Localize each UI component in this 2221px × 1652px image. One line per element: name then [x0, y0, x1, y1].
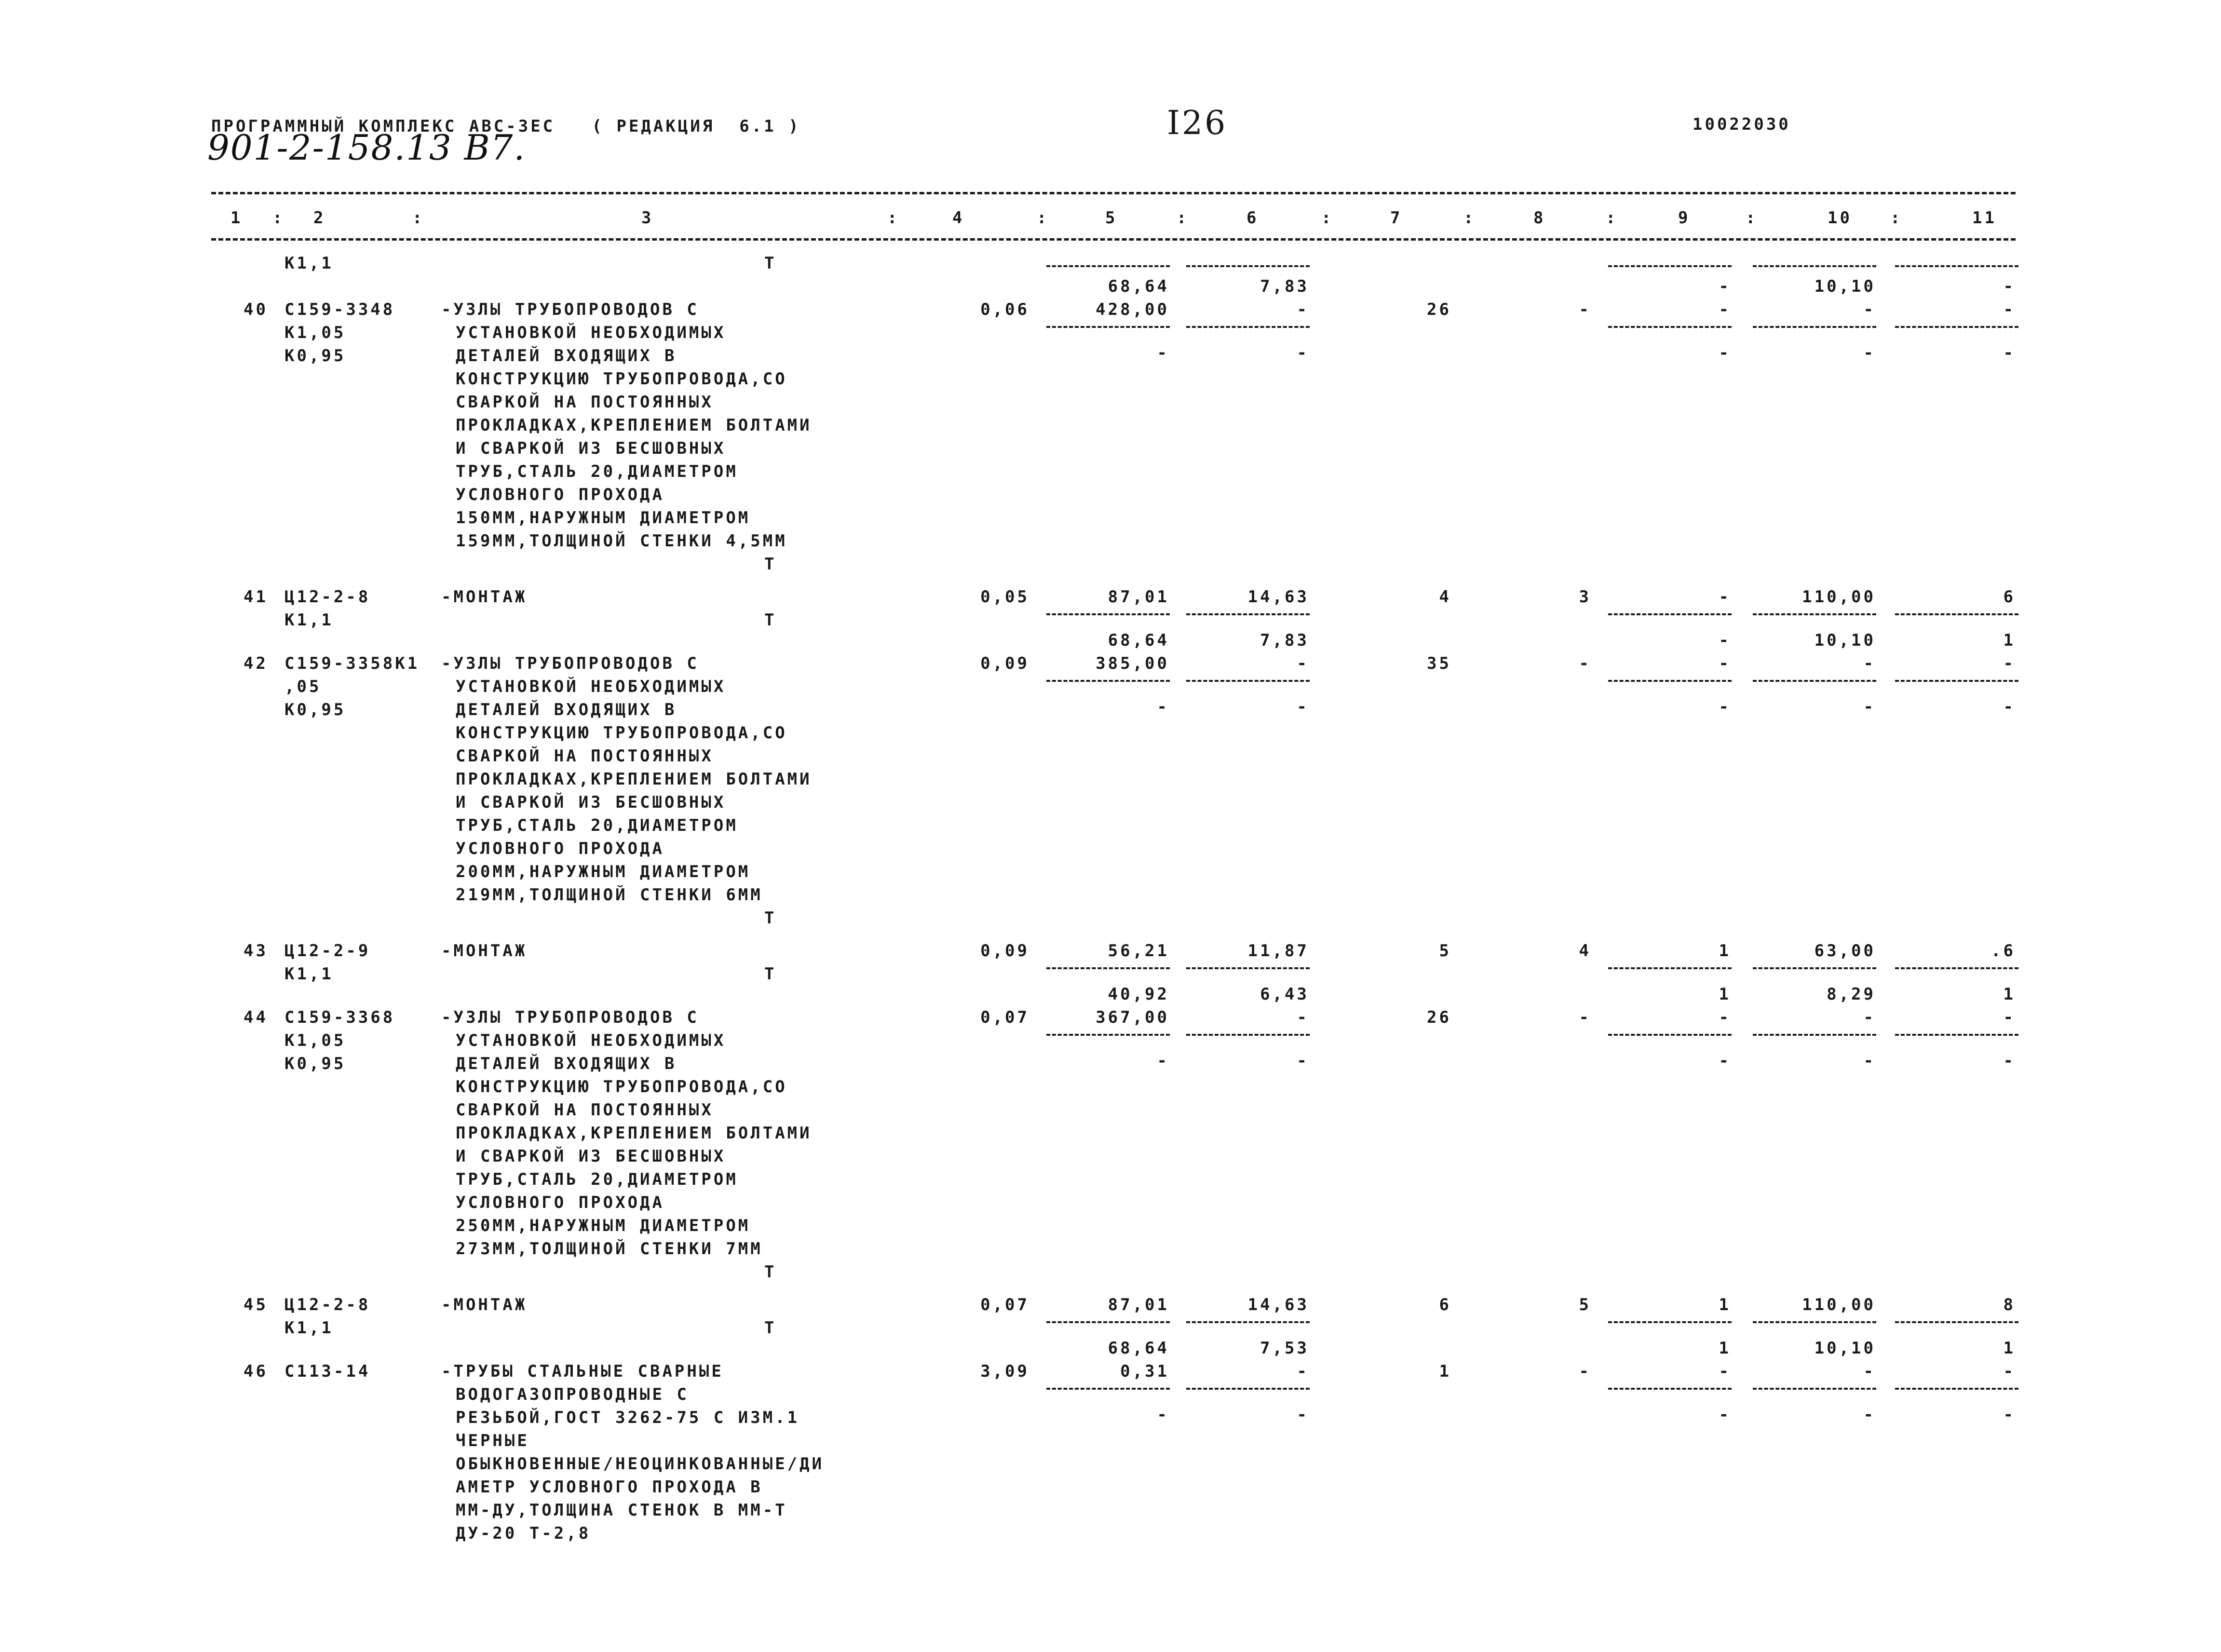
row-coefficient: К0,95: [284, 346, 346, 366]
description-line: 200ММ,НАРУЖНЫМ ДИАМЕТРОМ: [456, 862, 751, 881]
row-coefficient: К1,05: [284, 323, 346, 342]
value-b11: 1: [2003, 985, 2016, 1004]
subtotal-rule-c11: [1895, 1388, 2018, 1390]
page-number: I26: [1167, 104, 1228, 142]
value-b10: 8,29: [1827, 985, 1876, 1004]
subtotal-rule-c9: [1608, 1321, 1732, 1323]
value-c8: -: [1579, 1008, 1591, 1027]
description-line: 273ММ,ТОЛЩИНОЙ СТЕНКИ 7ММ: [456, 1239, 763, 1259]
value-c11: -: [2003, 654, 2016, 673]
row-unit: Т: [764, 1262, 777, 1282]
value-c5: 87,01: [1108, 587, 1169, 607]
value-b9: -: [1719, 631, 1731, 650]
value-c4: 0,07: [980, 1295, 1029, 1314]
header-top-rule: [211, 192, 2016, 194]
value-c7: 1: [1439, 1362, 1451, 1381]
description-line: 250ММ,НАРУЖНЫМ ДИАМЕТРОМ: [456, 1216, 751, 1235]
row-code: С159-3348: [284, 300, 395, 319]
subtotal-rule-c10: [1753, 265, 1876, 267]
column-number-4: 4: [952, 208, 965, 228]
value-b6: 7,53: [1260, 1339, 1309, 1358]
subtotal-rule-c11: [1895, 967, 2018, 969]
column-separator: :: [1177, 208, 1189, 228]
row-code: Ц12-2-8: [284, 587, 371, 607]
value-c8: 5: [1579, 1295, 1591, 1314]
value-c10: 10,10: [1814, 277, 1876, 296]
value-b11: -: [2003, 343, 2016, 363]
subtotal-rule-c10: [1753, 967, 1876, 969]
value-c11: 6: [2003, 587, 2016, 607]
value-c8: 3: [1579, 587, 1591, 607]
value-c11: -: [2003, 1008, 2016, 1027]
subtotal-rule-c11: [1895, 326, 2018, 328]
value-b10: -: [1863, 1405, 1876, 1424]
row-coefficient: ,05: [284, 677, 322, 696]
value-c9: -: [1719, 300, 1731, 319]
description-line: -МОНТАЖ: [441, 941, 528, 961]
subtotal-rule-c6: [1186, 680, 1310, 682]
description-line: -УЗЛЫ ТРУБОПРОВОДОВ С: [441, 1008, 699, 1027]
subtotal-rule-c11: [1895, 613, 2018, 615]
subtotal-rule-c6: [1186, 265, 1310, 267]
description-line: УСТАНОВКОЙ НЕОБХОДИМЫХ: [456, 1031, 726, 1050]
value-c4: 0,05: [980, 587, 1029, 607]
description-line: УСЛОВНОГО ПРОХОДА: [456, 485, 664, 504]
description-line: 159ММ,ТОЛЩИНОЙ СТЕНКИ 4,5ММ: [456, 531, 787, 551]
description-line: ТРУБ,СТАЛЬ 20,ДИАМЕТРОМ: [456, 462, 738, 481]
subtotal-rule-c5: [1046, 1321, 1170, 1323]
row-number: 40: [244, 300, 268, 319]
value-c11: -: [2003, 300, 2016, 319]
column-number-1: 1: [230, 208, 243, 228]
value-b10: -: [1863, 1051, 1876, 1070]
row-coefficient: К1,1: [284, 610, 334, 630]
value-c10: 63,00: [1814, 941, 1876, 961]
value-b10: -: [1863, 697, 1876, 717]
row-number: 42: [244, 654, 268, 673]
value-c10: -: [1863, 300, 1876, 319]
row-description: [441, 652, 812, 907]
description-line: -МОНТАЖ: [441, 587, 528, 607]
value-b5: -: [1157, 697, 1169, 717]
row-unit: Т: [764, 254, 777, 273]
column-number-9: 9: [1678, 208, 1691, 228]
subtotal-rule-c9: [1608, 680, 1732, 682]
value-b6: -: [1297, 1405, 1309, 1424]
row-code: С159-3368: [284, 1008, 395, 1027]
value-b6: 7,83: [1260, 631, 1309, 650]
description-line: -УЗЛЫ ТРУБОПРОВОДОВ С: [441, 300, 699, 319]
value-b5: 68,64: [1108, 1339, 1169, 1358]
program-header: ПРОГРАММНЫЙ КОМПЛЕКС АВС-3ЕС ( РЕДАКЦИЯ 6.1 ): [211, 117, 801, 136]
value-c5: 385,00: [1096, 654, 1169, 673]
row-coefficient: К0,95: [284, 700, 346, 719]
row-code: Ц12-2-9: [284, 941, 371, 961]
column-number-10: 10: [1828, 208, 1852, 228]
value-c8: -: [1579, 1362, 1591, 1381]
value-b9: 1: [1719, 1339, 1731, 1358]
column-separator: :: [272, 208, 285, 228]
column-separator: :: [887, 208, 900, 228]
value-c6: -: [1297, 1008, 1309, 1027]
value-c11: 8: [2003, 1295, 2016, 1314]
row-description: [441, 939, 527, 962]
subtotal-rule-c10: [1753, 1388, 1876, 1390]
value-c4: 0,09: [980, 654, 1029, 673]
value-c11: -: [2003, 1362, 2016, 1381]
value-c10: 110,00: [1802, 587, 1876, 607]
row-coefficient: К0,95: [284, 1054, 346, 1073]
value-c9: -: [1719, 587, 1731, 607]
value-c10: 110,00: [1802, 1295, 1876, 1314]
value-b5: 68,64: [1108, 631, 1169, 650]
value-b6: -: [1297, 343, 1309, 363]
value-c10: -: [1863, 1008, 1876, 1027]
row-coefficient: К1,1: [284, 254, 334, 273]
value-c7: 4: [1439, 587, 1451, 607]
subtotal-rule-c5: [1046, 967, 1170, 969]
description-line: 219ММ,ТОЛЩИНОЙ СТЕНКИ 6ММ: [456, 885, 763, 905]
row-unit: Т: [764, 610, 777, 630]
value-c5: 56,21: [1108, 941, 1169, 961]
row-number: 43: [244, 941, 268, 961]
description-line: КОНСТРУКЦИЮ ТРУБОПРОВОДА,СО: [456, 1077, 787, 1097]
value-c4: 0,07: [980, 1008, 1029, 1027]
column-number-7: 7: [1390, 208, 1403, 228]
value-c9: 1: [1719, 1295, 1731, 1314]
description-line: ТРУБ,СТАЛЬ 20,ДИАМЕТРОМ: [456, 816, 738, 835]
subtotal-rule-c6: [1186, 1321, 1310, 1323]
value-c6: -: [1297, 1362, 1309, 1381]
row-coefficient: К1,05: [284, 1031, 346, 1050]
row-description: [441, 298, 812, 553]
description-line: ТРУБ,СТАЛЬ 20,ДИАМЕТРОМ: [456, 1170, 738, 1189]
description-line: РЕЗЬБОЙ,ГОСТ 3262-75 С ИЗМ.1: [456, 1408, 800, 1427]
row-number: 44: [244, 1008, 268, 1027]
row-number: 46: [244, 1362, 268, 1381]
value-c5: 367,00: [1096, 1008, 1169, 1027]
row-code: Ц12-2-8: [284, 1295, 371, 1314]
value-c6: 7,83: [1260, 277, 1309, 296]
column-separator: :: [1037, 208, 1049, 228]
column-separator: :: [1890, 208, 1903, 228]
description-line: КОНСТРУКЦИЮ ТРУБОПРОВОДА,СО: [456, 723, 787, 743]
subtotal-rule-c9: [1608, 613, 1732, 615]
value-c4: 0,09: [980, 941, 1029, 961]
value-b11: -: [2003, 1051, 2016, 1070]
value-c4: 3,09: [980, 1362, 1029, 1381]
subtotal-rule-c5: [1046, 1388, 1170, 1390]
subtotal-rule-c6: [1186, 613, 1310, 615]
value-c5: 87,01: [1108, 1295, 1169, 1314]
description-line: УСТАНОВКОЙ НЕОБХОДИМЫХ: [456, 677, 726, 696]
description-line: И СВАРКОЙ ИЗ БЕСШОВНЫХ: [456, 439, 726, 458]
value-c6: 11,87: [1247, 941, 1309, 961]
description-line: -УЗЛЫ ТРУБОПРОВОДОВ С: [441, 654, 699, 673]
row-number: 41: [244, 587, 268, 607]
subtotal-rule-c10: [1753, 1034, 1876, 1036]
description-line: СВАРКОЙ НА ПОСТОЯННЫХ: [456, 1100, 714, 1120]
column-number-11: 11: [1972, 208, 1997, 228]
value-b6: -: [1297, 697, 1309, 717]
subtotal-rule-c11: [1895, 265, 2018, 267]
value-c9: 1: [1719, 941, 1731, 961]
description-line: ММ-ДУ,ТОЛЩИНА СТЕНОК В ММ-Т: [456, 1501, 787, 1520]
value-b9: 1: [1719, 985, 1731, 1004]
handwritten-document-number: 901-2-158.13 В7.: [207, 127, 526, 168]
row-unit: Т: [764, 964, 777, 984]
subtotal-rule-c6: [1186, 326, 1310, 328]
value-c8: 4: [1579, 941, 1591, 961]
column-number-2: 2: [313, 208, 326, 228]
column-number-6: 6: [1246, 208, 1259, 228]
value-c6: -: [1297, 300, 1309, 319]
value-c5: 428,00: [1096, 300, 1169, 319]
value-c9: -: [1719, 654, 1731, 673]
subtotal-rule-c6: [1186, 967, 1310, 969]
description-line: УСЛОВНОГО ПРОХОДА: [456, 839, 664, 858]
value-c5: 0,31: [1120, 1362, 1169, 1381]
value-c5: 68,64: [1108, 277, 1169, 296]
value-c10: -: [1863, 1362, 1876, 1381]
description-line: -МОНТАЖ: [441, 1295, 528, 1314]
value-b5: -: [1157, 343, 1169, 363]
column-separator: :: [1606, 208, 1618, 228]
value-c7: 6: [1439, 1295, 1451, 1314]
description-line: ВОДОГАЗОПРОВОДНЫЕ С: [456, 1385, 689, 1404]
value-b10: -: [1863, 343, 1876, 363]
value-b11: -: [2003, 697, 2016, 717]
description-line: УСТАНОВКОЙ НЕОБХОДИМЫХ: [456, 323, 726, 342]
value-b10: 10,10: [1814, 631, 1876, 650]
description-line: АМЕТР УСЛОВНОГО ПРОХОДА В: [456, 1477, 763, 1497]
subtotal-rule-c10: [1753, 680, 1876, 682]
value-c6: 14,63: [1247, 1295, 1309, 1314]
value-b5: -: [1157, 1051, 1169, 1070]
value-c7: 26: [1427, 300, 1451, 319]
subtotal-rule-c9: [1608, 265, 1732, 267]
subtotal-rule-c10: [1753, 613, 1876, 615]
description-line: ДЕТАЛЕЙ ВХОДЯЩИХ В: [456, 1054, 677, 1073]
value-b6: 6,43: [1260, 985, 1309, 1004]
description-line: ЧЕРНЫЕ: [456, 1431, 529, 1450]
column-separator: :: [1463, 208, 1476, 228]
value-c7: 26: [1427, 1008, 1451, 1027]
row-number: 45: [244, 1295, 268, 1314]
description-line: ОБЫКНОВЕННЫЕ/НЕОЦИНКОВАННЫЕ/ДИ: [456, 1454, 825, 1474]
description-line: СВАРКОЙ НА ПОСТОЯННЫХ: [456, 746, 714, 766]
value-c8: -: [1579, 300, 1591, 319]
value-b5: -: [1157, 1405, 1169, 1424]
description-line: ДЕТАЛЕЙ ВХОДЯЩИХ В: [456, 700, 677, 719]
column-separator: :: [1746, 208, 1758, 228]
header-bottom-rule: [211, 238, 2016, 241]
subtotal-rule-c11: [1895, 1321, 2018, 1323]
column-separator: :: [1321, 208, 1334, 228]
document-code: 10022030: [1693, 115, 1791, 134]
row-code: С159-3358К1: [284, 654, 420, 673]
value-c7: 5: [1439, 941, 1451, 961]
subtotal-rule-c5: [1046, 1034, 1170, 1036]
row-unit: Т: [764, 908, 777, 928]
subtotal-rule-c9: [1608, 1388, 1732, 1390]
value-c9: -: [1719, 1362, 1731, 1381]
value-c4: 0,06: [980, 300, 1029, 319]
description-line: И СВАРКОЙ ИЗ БЕСШОВНЫХ: [456, 793, 726, 812]
value-c7: 35: [1427, 654, 1451, 673]
value-b9: -: [1719, 1051, 1731, 1070]
subtotal-rule-c11: [1895, 680, 2018, 682]
description-line: И СВАРКОЙ ИЗ БЕСШОВНЫХ: [456, 1147, 726, 1166]
value-b11: 1: [2003, 1339, 2016, 1358]
value-b9: -: [1719, 697, 1731, 717]
subtotal-rule-c11: [1895, 1034, 2018, 1036]
subtotal-rule-c5: [1046, 680, 1170, 682]
subtotal-rule-c6: [1186, 1388, 1310, 1390]
subtotal-rule-c5: [1046, 326, 1170, 328]
description-line: УСЛОВНОГО ПРОХОДА: [456, 1193, 664, 1212]
row-coefficient: К1,1: [284, 1318, 334, 1338]
subtotal-rule-c10: [1753, 1321, 1876, 1323]
value-c6: 14,63: [1247, 587, 1309, 607]
value-c11: -: [2003, 277, 2016, 296]
value-b11: 1: [2003, 631, 2016, 650]
value-b10: 10,10: [1814, 1339, 1876, 1358]
row-unit: Т: [764, 1318, 777, 1338]
value-c10: -: [1863, 654, 1876, 673]
subtotal-rule-c5: [1046, 613, 1170, 615]
row-description: [441, 1293, 527, 1316]
subtotal-rule-c9: [1608, 1034, 1732, 1036]
subtotal-rule-c6: [1186, 1034, 1310, 1036]
value-c9: -: [1719, 1008, 1731, 1027]
row-code: С113-14: [284, 1362, 371, 1381]
row-description: [441, 1360, 824, 1545]
column-number-5: 5: [1105, 208, 1118, 228]
subtotal-rule-c10: [1753, 326, 1876, 328]
value-b5: 40,92: [1108, 985, 1169, 1004]
row-unit: Т: [764, 555, 777, 574]
description-line: ДУ-20 Т-2,8: [456, 1524, 591, 1543]
subtotal-rule-c5: [1046, 265, 1170, 267]
row-description: [441, 1006, 812, 1260]
value-b9: -: [1719, 1405, 1731, 1424]
value-b6: -: [1297, 1051, 1309, 1070]
description-line: ДЕТАЛЕЙ ВХОДЯЩИХ В: [456, 346, 677, 366]
value-c11: .6: [1991, 941, 2016, 961]
subtotal-rule-c9: [1608, 326, 1732, 328]
column-number-3: 3: [641, 208, 654, 228]
row-description: [441, 585, 527, 609]
column-separator: :: [412, 208, 425, 228]
value-c9: -: [1719, 277, 1731, 296]
description-line: -ТРУБЫ СТАЛЬНЫЕ СВАРНЫЕ: [441, 1362, 724, 1381]
subtotal-rule-c9: [1608, 967, 1732, 969]
description-line: КОНСТРУКЦИЮ ТРУБОПРОВОДА,СО: [456, 369, 787, 389]
row-coefficient: К1,1: [284, 964, 334, 984]
description-line: ПРОКЛАДКАХ,КРЕПЛЕНИЕМ БОЛТАМИ: [456, 416, 812, 435]
description-line: 150ММ,НАРУЖНЫМ ДИАМЕТРОМ: [456, 508, 751, 528]
description-line: ПРОКЛАДКАХ,КРЕПЛЕНИЕМ БОЛТАМИ: [456, 770, 812, 789]
description-line: ПРОКЛАДКАХ,КРЕПЛЕНИЕМ БОЛТАМИ: [456, 1124, 812, 1143]
value-c8: -: [1579, 654, 1591, 673]
value-b11: -: [2003, 1405, 2016, 1424]
value-c6: -: [1297, 654, 1309, 673]
description-line: СВАРКОЙ НА ПОСТОЯННЫХ: [456, 393, 714, 412]
column-number-8: 8: [1533, 208, 1546, 228]
value-b9: -: [1719, 343, 1731, 363]
